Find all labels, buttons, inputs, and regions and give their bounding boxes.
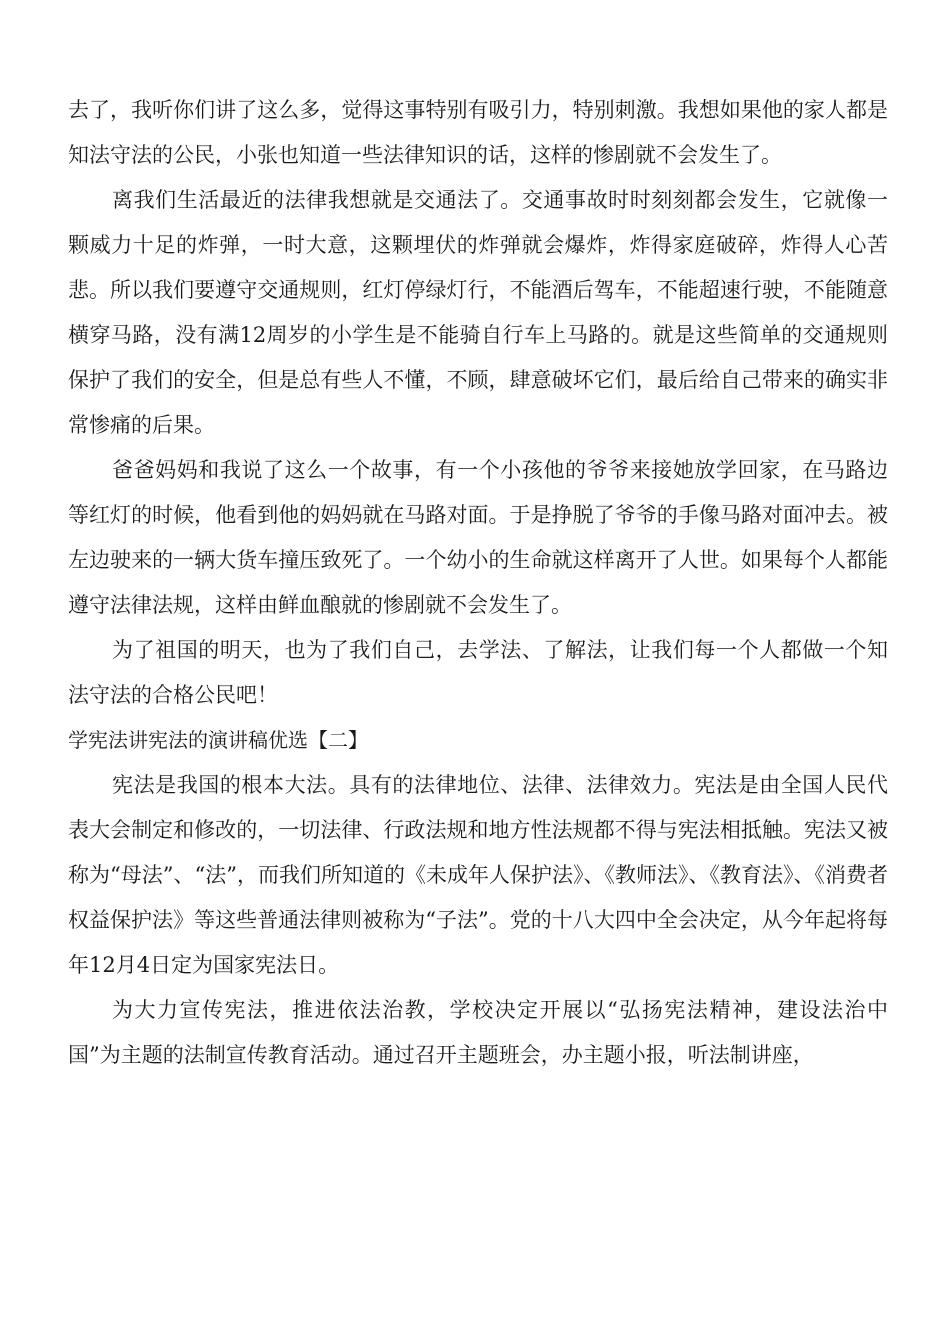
document-body	[68, 88, 888, 1078]
section-heading: 学宪法讲宪法的演讲稿优选【二】	[68, 728, 368, 752]
paragraph-traffic-law: 离我们生活最近的法律我想就是交通法了。交通事故时时刻刻都会发生，它就像一颗威力十足的炸弹，一时大意，这颗埋伏的炸弹就会爆炸，炸得家庭破碎，炸得人心苦悲。所以我们要遵守交通规则，红灯停绿灯行，不能酒后驾车，不能超速行驶，不能随意横穿马路，没有满12周岁的小学生是不能骑自行车上马路的。就是这些简单的交通规则保护了我们的安全，但是总有些人不懂，不顾，肆意破坏它们，最后给自己带来的确实非常惨痛的后果。	[68, 188, 888, 437]
paragraph-continuation: 去了，我听你们讲了这么多，觉得这事特别有吸引力，特别刺激。我想如果他的家人都是知法守法的公民，小张也知道一些法律知识的话，这样的惨剧就不会发生了。	[68, 98, 888, 167]
paragraph-story: 爸爸妈妈和我说了这么一个故事，有一个小孩他的爷爷来接她放学回家，在马路边等红灯的时候，他看到他的妈妈就在马路对面。于是挣脱了爷爷的手像马路对面冲去。被左边驶来的一辆大货车撞压致死了。一个幼小的生命就这样离开了人世。如果每个人都能遵守法律法规，这样由鲜血酿就的惨剧就不会发生了。	[68, 458, 888, 617]
paragraph-campaign: 为大力宣传宪法，推进依法治教，学校决定开展以“弘扬宪法精神，建设法治中国”为主题的法制宣传教育活动。通过召开主题班会，办主题小报，听法制讲座，	[68, 998, 888, 1067]
paragraph-constitution: 宪法是我国的根本大法。具有的法律地位、法律、法律效力。宪法是由全国人民代表大会制定和修改的，一切法律、行政法规和地方性法规都不得与宪法相抵触。宪法又被称为“母法”、“法”，而我们所知道的《未成年人保护法》、《教师法》、《教育法》、《消费者权益保护法》等这些普通法律则被称为“子法”。党的十八大四中全会决定，从今年起将每年12月4日定为国家宪法日。	[68, 773, 888, 977]
paragraph-conclusion: 为了祖国的明天，也为了我们自己，去学法、了解法，让我们每一个人都做一个知法守法的合格公民吧！	[68, 638, 888, 707]
